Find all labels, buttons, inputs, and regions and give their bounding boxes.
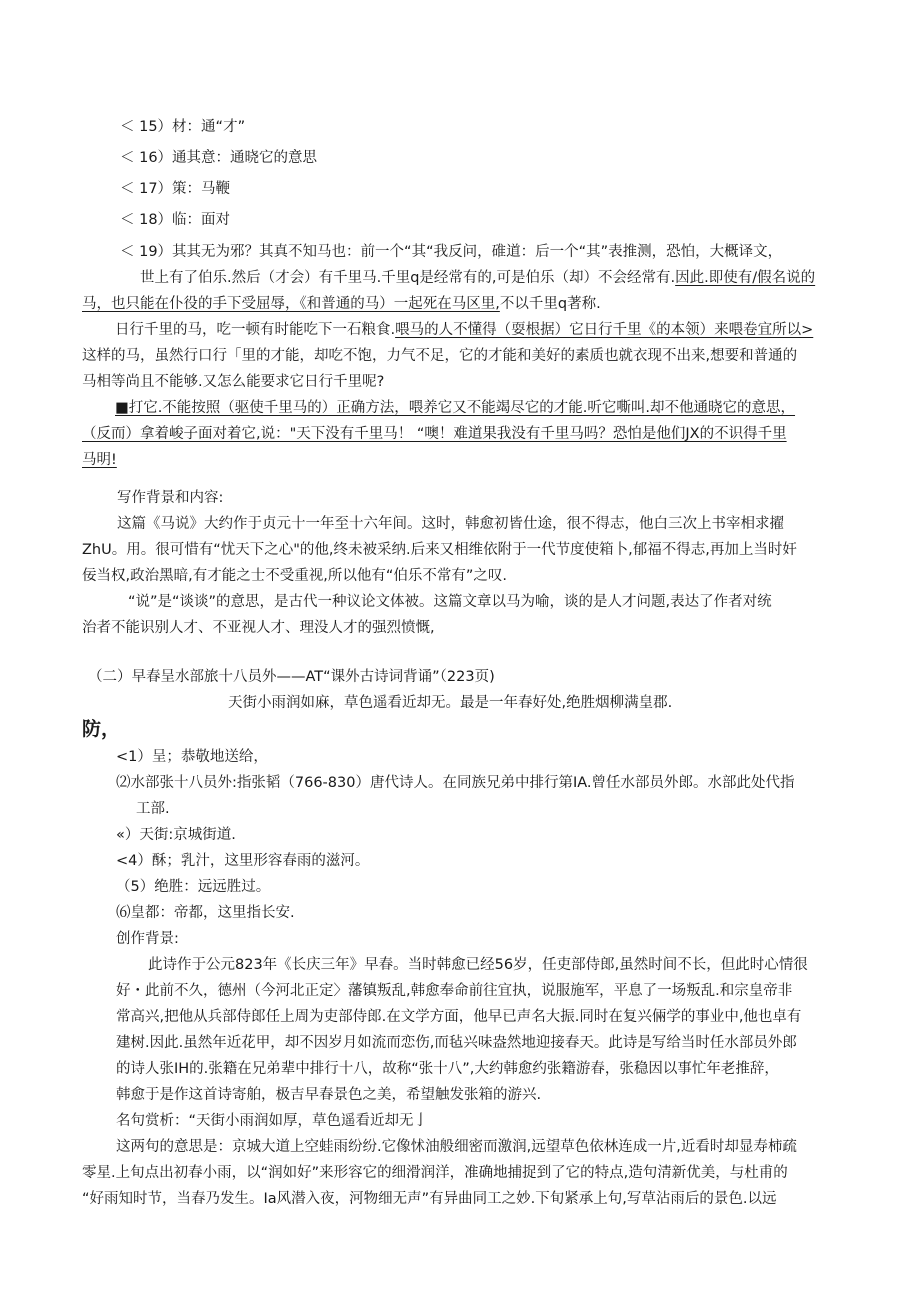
appreciation-line: 零星.上旬点出初春小雨，以“润如好”来形容它的细滑润洋，准确地捕捉到了它的特点,造句清新优美，与杜甫的 <box>82 1165 788 1181</box>
note-19-line: ＜ 19）其其无为邪？其真不知马也：前一个“其“我反问，碓道：后一个“其”表推测，恐怕，大概译文， <box>120 244 783 260</box>
translation-line: ■打它.不能按照（驱使千里马的）正确方法，喂养它又不能竭尽它的才能.听它嘶叫.却不他通晓它的意思， <box>115 400 796 416</box>
creation-line: 韩愈于是作这首诗寄舶，极吉早春景色之美，希望触发张箱的游兴. <box>116 1087 542 1103</box>
poem-note: 工部. <box>136 801 170 817</box>
poem-note: ⑹皇都：帝都，这里指长安. <box>116 905 295 921</box>
translation-line <box>115 320 813 340</box>
note-19-line <box>82 294 601 314</box>
background-line: 佞当权,政治黑暗,有才能之士不受重视,所以他有“伯乐不常有”之叹. <box>82 568 507 584</box>
note-19-line <box>140 268 815 288</box>
note-19-underlined: 因此.即使有/假名说的 <box>675 270 816 286</box>
background-line: 治者不能识别人才、不亚视人才、理没人才的强烈愤慨, <box>82 620 435 636</box>
section2-title: （二）早春呈水部旅十八员外——AT“课外古诗词背诵”（223页) <box>88 669 495 685</box>
translation-line: （反而）拿着峻子面对着它,说："天下没有千里马！ “噢！难道果我没有千里马吗？恐怕是他们JX的不识得千里 <box>82 426 787 442</box>
translation-line: 马明! <box>82 452 117 468</box>
translation-line: 这样的马，虽然行口行「里的才能，却吃不饱，力气不足，它的才能和美好的素质也就衣现不出来,想要和普通的 <box>82 348 798 364</box>
background-line: 这篇《马说》大约作于贞元十一年至十六年间。这时，韩愈初皆仕途，很不得志，他白三次上书宰相求擢 <box>117 516 784 532</box>
background-line: ZhU。用。很可惜有“忧天下之心"的他,终未被采纳.后来又相维依附于一代节度使箱卜,郁福不得志,再加上当时奸 <box>82 542 797 558</box>
creation-line: 建树.因此.虽然年近花甲，却不因岁月如流而恋伤,而毡兴味盎然地迎接春天。此诗是写给当时任水部员外郎 <box>116 1035 797 1051</box>
creation-heading: 创作背景: <box>116 931 179 947</box>
note-19-underlined: 马，也只能在仆役的手下受屈辱，《和普通的马）一起死在马区里, <box>82 296 500 312</box>
appreciation-line: “好雨知时节，当春乃发生。Ia风潜入夜，河物细无声”有异曲同工之妙.下旬紧承上句,写草沾雨后的景色.以远 <box>82 1191 777 1207</box>
famous-line: 名句赏析：“天街小雨润如厚，草色遥看近却无亅 <box>116 1113 429 1129</box>
creation-line: 此诗作于公元823年《长庆三年》早春。当时韩愈已经56岁，任吏部侍郎,虽然时间不长，但此时心情很 <box>148 957 808 973</box>
note-17: ＜ 17）策：马鞭 <box>120 181 231 197</box>
appreciation-line: 这两句的意思是：京城大道上空蛙雨纷纷.它像怵油般细密而激润,远望草色依林连成一片,近看时却显寿柿疏 <box>116 1139 797 1155</box>
note-19-text: 不以千里q著称. <box>499 296 601 312</box>
note-19-text: 世上有了伯乐.然后（才会）有千里马.千里q是经常有的,可是伯乐（却）不会经常有. <box>140 270 676 286</box>
creation-line: 好・此前不久，德州（今河北正定〉藩镇叛乱,韩愈奉命前往宜执，说服施军，平息了一场叛乱.和宗皇帝非 <box>116 983 793 999</box>
background-heading: 写作背景和内容: <box>117 490 224 506</box>
translation-line: 马相等尚且不能够.又怎么能要求它日行千里呢? <box>82 374 385 390</box>
notes-heading: 防， <box>82 718 121 740</box>
note-18: ＜ 18）临：面对 <box>120 212 231 228</box>
background-line: “说”是“谈谈”的意思，是古代一种议论文体被。这篇文章以马为喻，谈的是人才问题,表达了作者对统 <box>128 594 772 610</box>
poem-note: （5）绝胜：远远胜过。 <box>116 879 271 895</box>
poem-note: <1）呈；恭敬地送给， <box>116 749 268 765</box>
creation-line: 常高兴,把他从兵部侍郎任上周为吏部侍郎.在文学方面，他早已声名大振.同时在复兴倆学的事业中,他也卓有 <box>116 1009 802 1025</box>
poem-text: 天街小雨润如麻，草色遥看近却无。最是一年春好处,绝胜烟柳满皇郡. <box>228 695 673 711</box>
note-15: ＜ 15）材：通“才” <box>120 119 246 135</box>
poem-note: <4）酥；乳汁，这里形容春雨的滋河。 <box>116 853 370 869</box>
note-16: ＜ 16）通其意：通晓它的意思 <box>120 150 318 166</box>
translation-underlined: 喂马的人不懂得（耍根据）它日行千里《的本领）来喂卷宜所以> <box>395 322 814 338</box>
poem-note: «）天街:京城街道. <box>116 827 236 843</box>
translation-text: 日行千里的马，吃一顿有时能吃下一石粮食. <box>115 322 396 338</box>
poem-note: ⑵水部张十八员外:指张韬（766-830）唐代诗人。在同族兄弟中排行第IA.曾任水部员外郎。水部此处代指 <box>116 775 795 791</box>
creation-line: 的诗人张IH的.张籍在兄弟辈中排行十八，故称“张十八”,大约韩愈约张籍游春，张稳因以事忙年老推辞， <box>116 1061 779 1077</box>
